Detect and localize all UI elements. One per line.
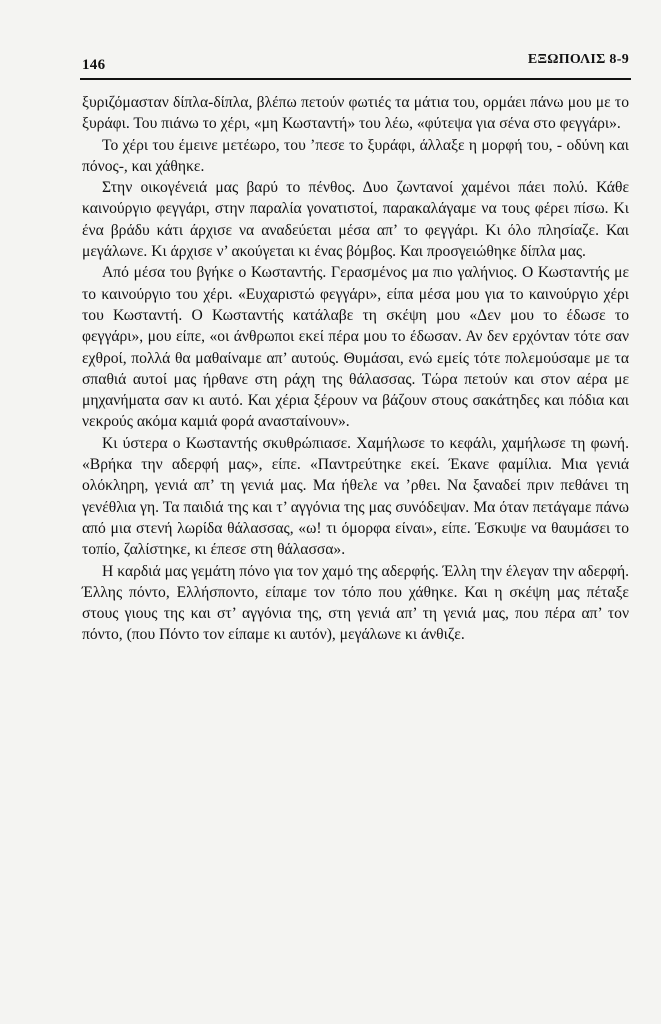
page-header <box>82 52 629 76</box>
paragraph: Από μέσα του βγήκε ο Κωσταντής. Γερασμένος μα πιο γαλήνιος. Ο Κωσταντής με το καινούργιο του χέρι. «Ευχαριστώ φεγγάρι», είπα μέσα μου για το καινούργιο χέρι του Κωσταντή. Ο Κωσταντής κατάλαβε τη σκέψη μου «Δεν μου το έδωσε το φεγγάρι», μου είπε, «οι άνθρωποι εκεί πέρα μου το έδωσαν. Αν δεν ερχόνταν τότε σαν εχθροί, πολλά θα μαθαίναμε απ’ αυτούς. Θυμάσαι, ενώ εμείς τότε πολεμούσαμε με τα σπαθιά αυτοί μας ήρθανε στη ράχη της θάλασσας. Τώρα πετούν και στον αέρα με μηχανήματα σαν κι αυτό. Και χέρια ξέρουν να βάζουν στους σακάτηδες και πόδια και νεκρούς ακόμα καμιά φορά ανασταίνουν». <box>82 264 629 431</box>
running-title: ΕΞΩΠΟΛΙΣ 8-9 <box>527 52 629 67</box>
header-rule <box>80 78 631 80</box>
body-text <box>82 92 629 646</box>
paragraph: Η καρδιά μας γεμάτη πόνο για τον χαμό της αδερφής. Έλλη την έλεγαν την αδερφή. Έλλης πόντο, Ελλήσποντο, είπαμε τον τόπο που χάθηκε. Και η σκέψη μας πέταξε στους γιους της και στ’ αγγόνια της, στη γενιά απ’ τη γενιά μας, που πέρα απ’ τον πόντο, (που Πόντο τον είπαμε κι αυτόν), μεγάλωνε κι άνθιζε. <box>82 562 629 644</box>
paragraph: Κι ύστερα ο Κωσταντής σκυθρώπιασε. Χαμήλωσε το κεφάλι, χαμήλωσε τη φωνή. «Βρήκα την αδερφή μας», είπε. «Παντρεύτηκε εκεί. Έκανε φαμίλια. Μια γενιά ολόκληρη, γενιά απ’ τη γενιά μας. Μα ήθελε να ’ρθει. Να ξαναδεί πριν πεθάνει τη γενέθλια γη. Τα παιδιά της και τ’ αγγόνια της μας συνόδεψαν. Μα όταν πετάγαμε πάνω από μια στενή λωρίδα θάλασσας, «ω! τι όμορφα είναι», είπε. Έσκυψε να θαυμάσει το τοπίο, ζαλίστηκε, κι έπεσε στη θάλασσα». <box>82 434 629 559</box>
paragraph: ξυριζόμασταν δίπλα-δίπλα, βλέπω πετούν φωτιές τα μάτια του, ορμάει πάνω μου με το ξυράφι. Του πιάνω το χέρι, «μη Κωσταντή» του λέω, «φύτεψα για σένα στο φεγγάρι». <box>82 94 629 133</box>
paragraph: Το χέρι του έμεινε μετέωρο, του ’πεσε το ξυράφι, άλλαξε η μορφή του, - οδύνη και πόνος-, και χάθηκε. <box>82 136 629 175</box>
page-number: 146 <box>82 57 106 73</box>
paragraph: Στην οικογένειά μας βαρύ το πένθος. Δυο ζωντανοί χαμένοι πάει πολύ. Κάθε καινούργιο φεγγάρι, στην παραλία γονατιστοί, παρακαλάγαμε να τους φέρει πίσω. Κι ένα βράδυ κάτι άρχισε να αναδεύεται μέσα απ’ το φεγγάρι. Κι όλο πλησίαζε. Και μεγάλωνε. Κι άρχισε ν’ ακούγεται κι ένας βόμβος. Και προσγειώθηκε δίπλα μας. <box>82 179 629 261</box>
